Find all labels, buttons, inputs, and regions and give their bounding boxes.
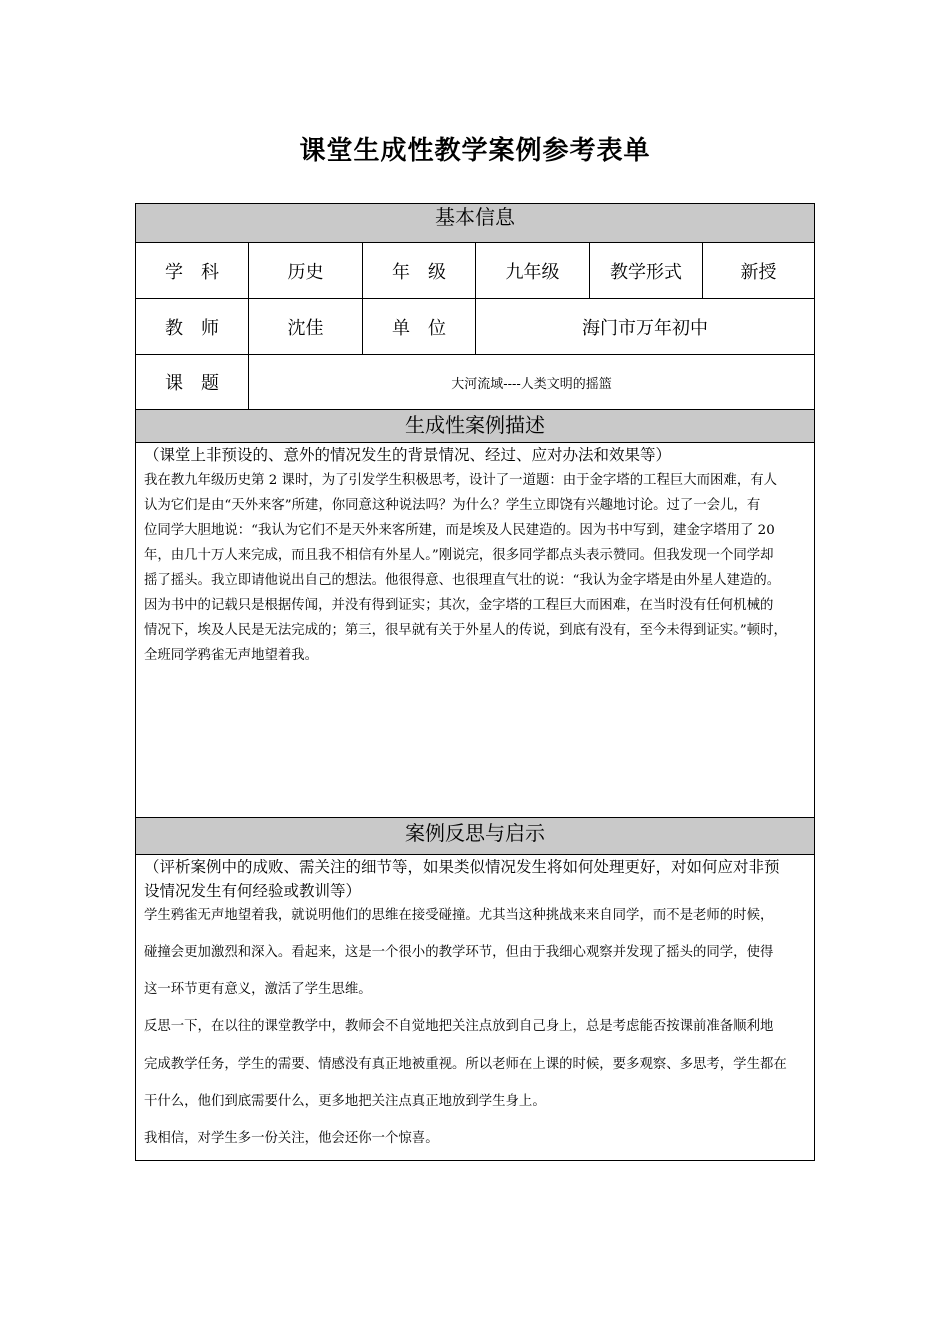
paragraph-line: 年，由几十万人来完成，而且我不相信有外星人。”刚说完，很多同学都点头表示赞同。但我发现一个同学却 xyxy=(144,548,774,563)
teaching-form-label: 教学形式 xyxy=(610,261,682,283)
reflection-line: 反思一下，在以往的课堂教学中，教师会不自觉地把关注点放到自己身上，总是考虑能否按课前准备顺利地 xyxy=(144,1019,774,1034)
subject-label: 学 科 xyxy=(165,261,219,283)
teaching-form-value: 新授 xyxy=(740,261,777,283)
grade-label: 年 级 xyxy=(392,261,446,283)
divider xyxy=(136,854,814,855)
reflection-hint-line: （评析案例中的成败、需关注的细节等，如果类似情况发生将如何处理更好，对如何应对非预 xyxy=(144,858,780,876)
case-form xyxy=(135,203,815,1161)
divider xyxy=(589,243,590,298)
paragraph-line: 因为书中的记载只是根据传闻，并没有得到证实；其次，金字塔的工程巨大而困难，在当时没有任何机械的 xyxy=(144,598,774,613)
teacher-label: 教 师 xyxy=(165,317,219,339)
divider xyxy=(702,243,703,298)
divider xyxy=(136,442,814,443)
teacher-value: 沈佳 xyxy=(287,317,324,339)
case-description-body xyxy=(144,468,808,668)
reflection-line: 干什么，他们到底需要什么，更多地把关注点真正地放到学生身上。 xyxy=(144,1094,546,1109)
unit-value: 海门市万年初中 xyxy=(582,317,708,339)
topic-value: 大河流域----人类文明的摇篮 xyxy=(451,376,612,392)
paragraph-line: 全班同学鸦雀无声地望着我。 xyxy=(144,648,319,663)
divider xyxy=(248,243,249,409)
grade-value: 九年级 xyxy=(505,261,560,283)
reflection-line: 完成教学任务，学生的需要、情感没有真正地被重视。所以老师在上课的时候，要多观察、多思考，学生都在 xyxy=(144,1057,787,1072)
subject-value: 历史 xyxy=(287,261,324,283)
section-header-reflection: 案例反思与启示 xyxy=(136,818,814,854)
paragraph-line: 认为它们是由“天外来客”所建，你同意这种说法吗？为什么？学生立即饶有兴趣地讨论。过了一会儿，有 xyxy=(144,498,761,513)
section-header-case-description: 生成性案例描述 xyxy=(136,410,814,442)
divider xyxy=(475,243,476,354)
paragraph-line: 我在教九年级历史第 2 课时，为了引发学生积极思考，设计了一道题：由于金字塔的工程巨大而困难，有人 xyxy=(144,473,777,488)
reflection-line: 这一环节更有意义，激活了学生思维。 xyxy=(144,982,372,997)
reflection-line: 我相信，对学生多一份关注，他会还你一个惊喜。 xyxy=(144,1131,439,1146)
topic-label: 课 题 xyxy=(165,373,219,394)
reflection-line: 碰撞会更加激烈和深入。看起来，这是一个很小的教学环节，但由于我细心观察并发现了摇头的同学，使得 xyxy=(144,945,774,960)
unit-label: 单 位 xyxy=(392,317,446,339)
section-header-basic-info: 基本信息 xyxy=(136,204,814,242)
reflection-hint-line: 设情况发生有何经验或教训等） xyxy=(144,882,362,900)
paragraph-line: 情况下，埃及人民是无法完成的；第三，很早就有关于外星人的传说，到底有没有，至今未得到证实。”顿时， xyxy=(144,623,787,638)
page-title: 课堂生成性教学案例参考表单 xyxy=(299,136,651,166)
paragraph-line: 摇了摇头。我立即请他说出自己的想法。他很得意、也很理直气壮的说：“我认为金字塔是由外星人建造的。 xyxy=(144,573,781,588)
paragraph-line: 位同学大胆地说：“我认为它们不是天外来客所建，而是埃及人民建造的。因为书中写到，建金字塔用了 20 xyxy=(144,523,775,538)
divider xyxy=(362,243,363,354)
description-hint: （课堂上非预设的、意外的情况发生的背景情况、经过、应对办法和效果等） xyxy=(144,446,672,464)
reflection-line: 学生鸦雀无声地望着我，就说明他们的思维在接受碰撞。尤其当这种挑战来来自同学，而不是老师的时候， xyxy=(144,908,774,923)
